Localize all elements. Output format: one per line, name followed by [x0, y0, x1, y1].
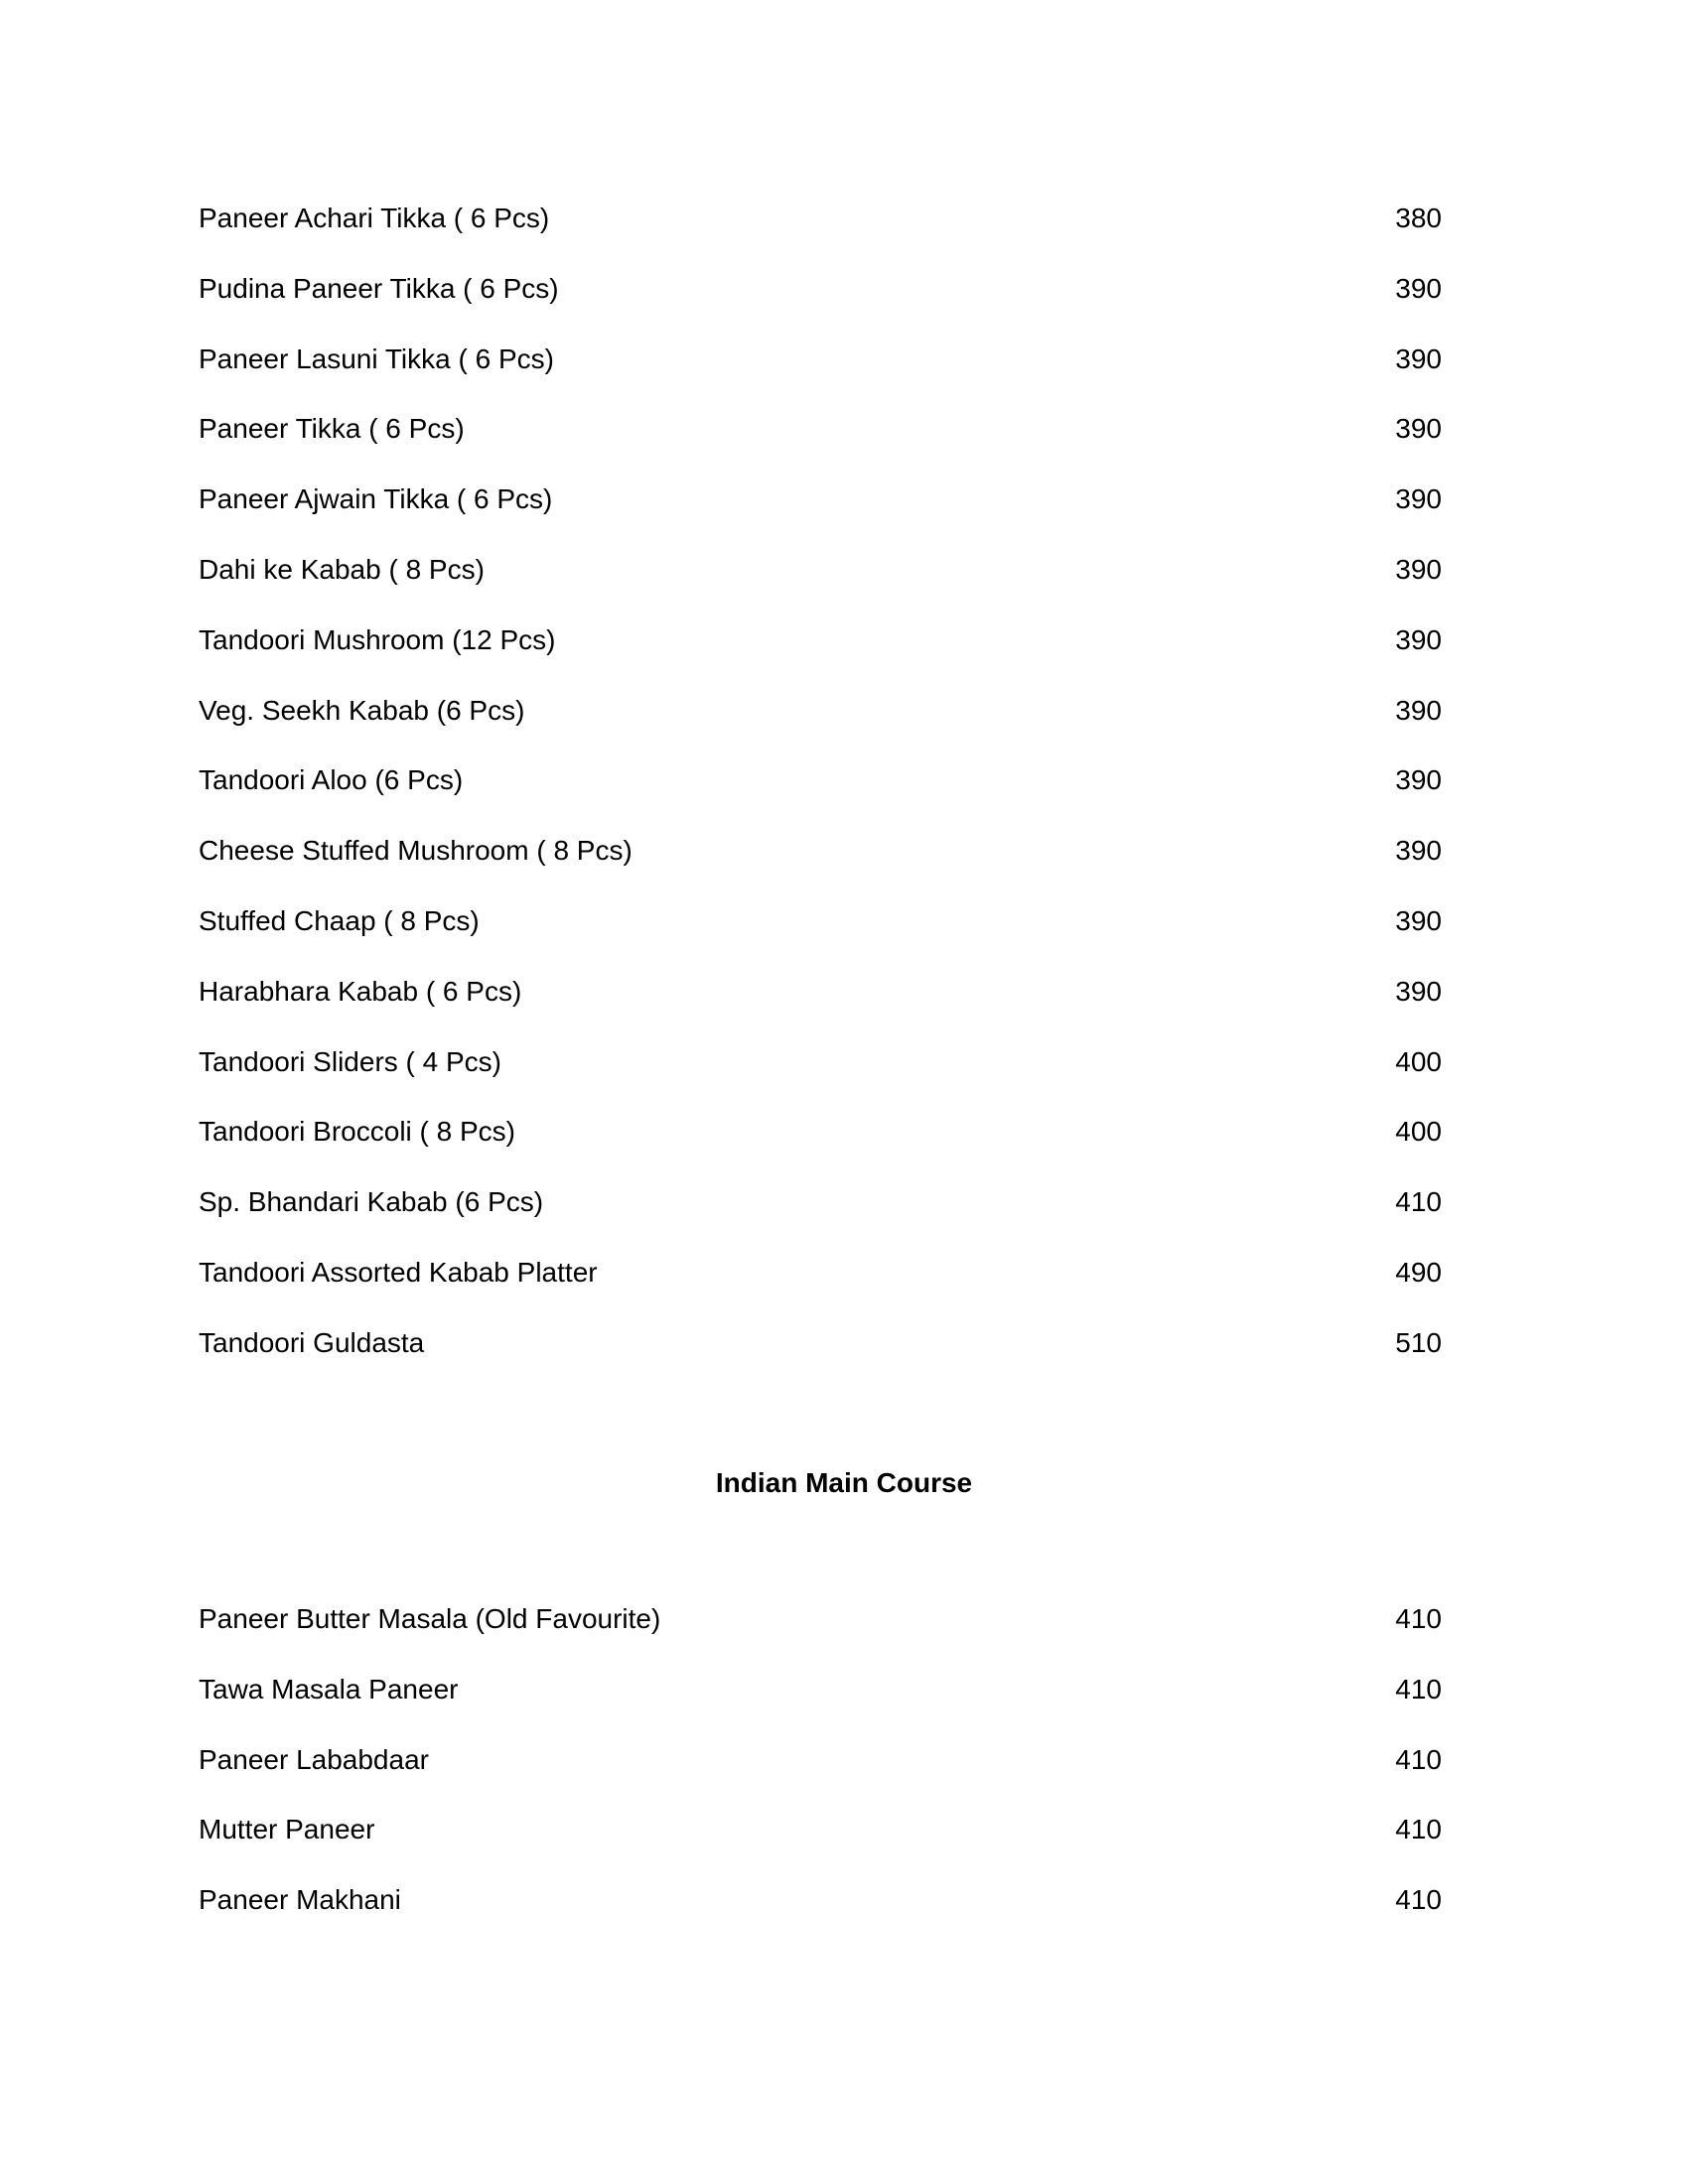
menu-item [199, 269, 1442, 340]
item-name: Sp. Bhandari Kabab (6 Pcs) [199, 1186, 544, 1218]
main-course-item-list [199, 1599, 1442, 1951]
section-heading: Indian Main Course [715, 1467, 973, 1498]
item-name: Cheese Stuffed Mushroom ( 8 Pcs) [199, 835, 633, 867]
menu-item [199, 1112, 1442, 1182]
item-name: Pudina Paneer Tikka ( 6 Pcs) [199, 272, 559, 304]
item-name: Paneer Achari Tikka ( 6 Pcs) [199, 203, 550, 233]
item-price: 410 [1395, 1884, 1442, 1916]
item-name: Paneer Lababdaar [199, 1743, 429, 1775]
item-price: 410 [1395, 1743, 1442, 1775]
menu-item [199, 199, 1442, 269]
item-price: 390 [1395, 975, 1442, 1007]
item-price: 410 [1395, 1814, 1442, 1845]
menu-item [199, 479, 1442, 550]
item-name: Stuffed Chaap ( 8 Pcs) [199, 904, 480, 936]
menu-item [199, 972, 1442, 1042]
menu-item [199, 1253, 1442, 1323]
item-name: Veg. Seekh Kabab (6 Pcs) [199, 694, 525, 726]
item-price: 400 [1395, 1045, 1442, 1077]
menu-item [199, 1880, 1442, 1951]
item-price: 410 [1395, 1603, 1442, 1634]
item-price: 490 [1395, 1256, 1442, 1288]
menu-item [199, 1740, 1442, 1811]
item-price: 390 [1395, 413, 1442, 445]
item-price: 390 [1395, 623, 1442, 655]
item-name: Tandoori Sliders ( 4 Pcs) [199, 1045, 502, 1077]
item-name: Paneer Ajwain Tikka ( 6 Pcs) [199, 483, 553, 515]
item-name: Paneer Lasuni Tikka ( 6 Pcs) [199, 342, 554, 374]
item-price: 400 [1395, 1116, 1442, 1148]
item-price: 390 [1395, 553, 1442, 585]
item-price: 390 [1395, 694, 1442, 726]
menu-item [199, 1810, 1442, 1880]
item-name: Paneer Makhani [199, 1884, 401, 1916]
menu-item [199, 409, 1442, 479]
item-name: Paneer Butter Masala (Old Favourite) [199, 1603, 661, 1634]
menu-item [199, 691, 1442, 761]
item-price: 380 [1395, 203, 1442, 233]
menu-item [199, 1042, 1442, 1113]
item-name: Paneer Tikka ( 6 Pcs) [199, 413, 465, 445]
item-name: Tandoori Assorted Kabab Platter [199, 1256, 598, 1288]
tandoor-item-list [199, 199, 1442, 1394]
item-price: 390 [1395, 835, 1442, 867]
menu-item [199, 620, 1442, 691]
item-name: Mutter Paneer [199, 1814, 375, 1845]
item-price: 410 [1395, 1673, 1442, 1705]
item-price: 510 [1395, 1326, 1442, 1358]
menu-item [199, 831, 1442, 901]
menu-item [199, 760, 1442, 831]
item-name: Tandoori Guldasta [199, 1326, 425, 1358]
item-price: 390 [1395, 342, 1442, 374]
menu-item [199, 901, 1442, 972]
item-price: 390 [1395, 483, 1442, 515]
item-price: 390 [1395, 272, 1442, 304]
menu-item [199, 550, 1442, 620]
item-name: Dahi ke Kabab ( 8 Pcs) [199, 553, 485, 585]
menu-item [199, 1182, 1442, 1253]
item-price: 410 [1395, 1186, 1442, 1218]
menu-item [199, 1323, 1442, 1394]
item-name: Tandoori Aloo (6 Pcs) [199, 764, 464, 796]
item-name: Tawa Masala Paneer [199, 1673, 459, 1705]
item-name: Tandoori Broccoli ( 8 Pcs) [199, 1116, 516, 1148]
item-price: 390 [1395, 764, 1442, 796]
item-name: Harabhara Kabab ( 6 Pcs) [199, 975, 522, 1007]
item-name: Tandoori Mushroom (12 Pcs) [199, 623, 556, 655]
item-price: 390 [1395, 904, 1442, 936]
menu-item [199, 1670, 1442, 1740]
menu-item [199, 340, 1442, 410]
menu-item [199, 1599, 1442, 1670]
